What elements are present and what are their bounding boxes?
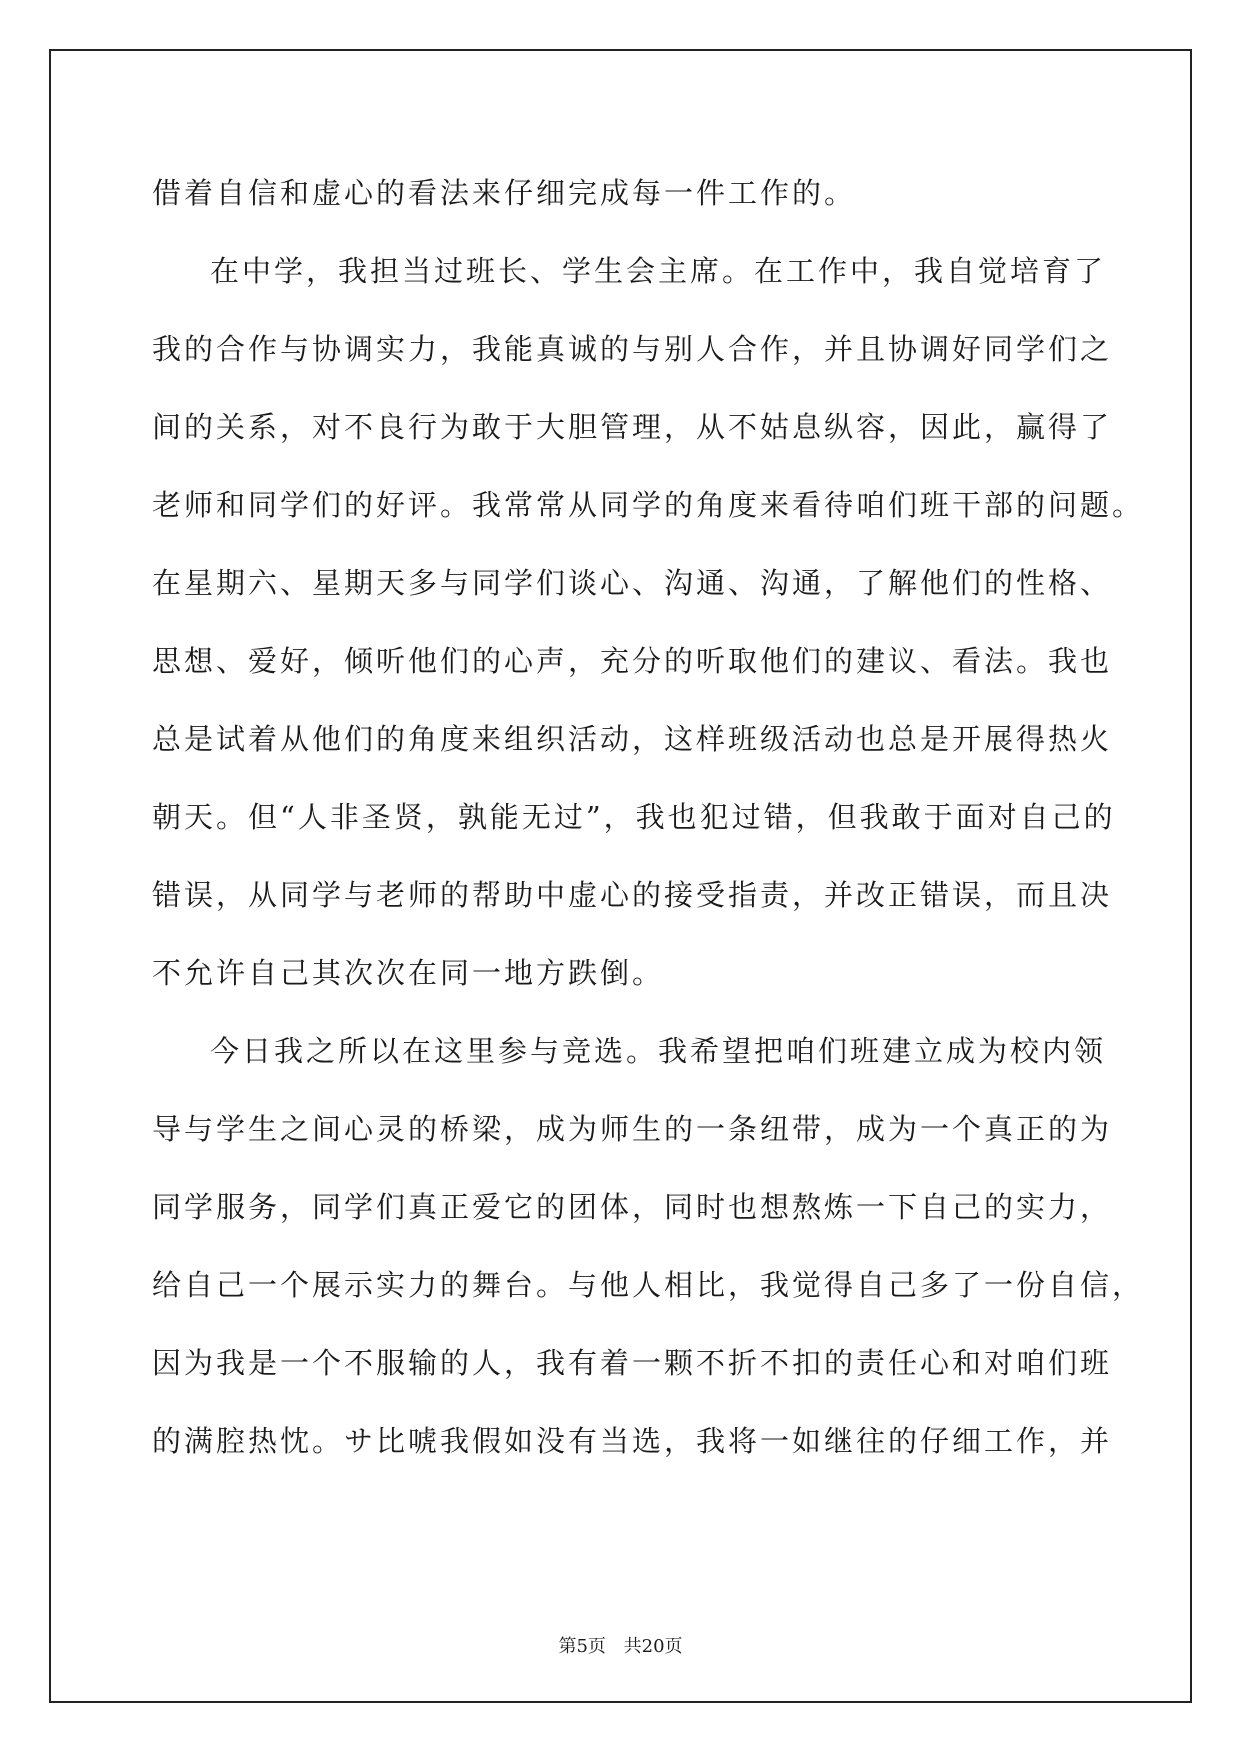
text-line: 同学服务，同学们真正爱它的团体，同时也想熬炼一下自己的实力， xyxy=(152,1190,1113,1224)
text-line: 借着自信和虚心的看法来仔细完成每一件工作的。 xyxy=(152,176,857,210)
text-line: 思想、爱好，倾听他们的心声，充分的听取他们的建议、看法。我也 xyxy=(152,644,1113,678)
text-line: 因为我是一个不服输的人，我有着一颗不折不扣的责任心和对咱们班 xyxy=(152,1346,1113,1380)
document-body xyxy=(152,154,1145,1480)
text-line: 不允许自己其次次在同一地方跌倒。 xyxy=(152,956,665,990)
text-line: 总是试着从他们的角度来组织活动，这样班级活动也总是开展得热火 xyxy=(152,722,1113,756)
text-line: 老师和同学们的好评。我常常从同学的角度来看待咱们班干部的问题。 xyxy=(152,488,1145,522)
text-line: 给自己一个展示实力的舞台。与他人相比，我觉得自己多了一份自信， xyxy=(152,1268,1145,1302)
text-line: 错误，从同学与老师的帮助中虚心的接受指责，并改正错误，而且决 xyxy=(152,878,1113,912)
page-total: 共20页 xyxy=(623,1636,683,1657)
page-footer xyxy=(0,1632,1241,1658)
text-line: 导与学生之间心灵的桥梁，成为师生的一条纽带，成为一个真正的为 xyxy=(152,1112,1113,1146)
text-line: 间的关系，对不良行为敢于大胆管理，从不姑息纵容，因此，赢得了 xyxy=(152,410,1113,444)
text-line: 在中学，我担当过班长、学生会主席。在工作中，我自觉培育了 xyxy=(210,254,1107,288)
text-line: 朝天。但“人非圣贤，孰能无过”，我也犯过错，但我敢于面对自己的 xyxy=(152,800,1116,834)
text-line: 在星期六、星期天多与同学们谈心、沟通、沟通，了解他们的性格、 xyxy=(152,566,1113,600)
page-number: 第5页 xyxy=(558,1636,606,1657)
text-line: 的满腔热忱。サ比唬我假如没有当选，我将一如继往的仔细工作，并 xyxy=(152,1424,1113,1458)
text-line: 今日我之所以在这里参与竞选。我希望把咱们班建立成为校内领 xyxy=(210,1034,1107,1068)
text-line: 我的合作与协调实力，我能真诚的与别人合作，并且协调好同学们之 xyxy=(152,332,1113,366)
